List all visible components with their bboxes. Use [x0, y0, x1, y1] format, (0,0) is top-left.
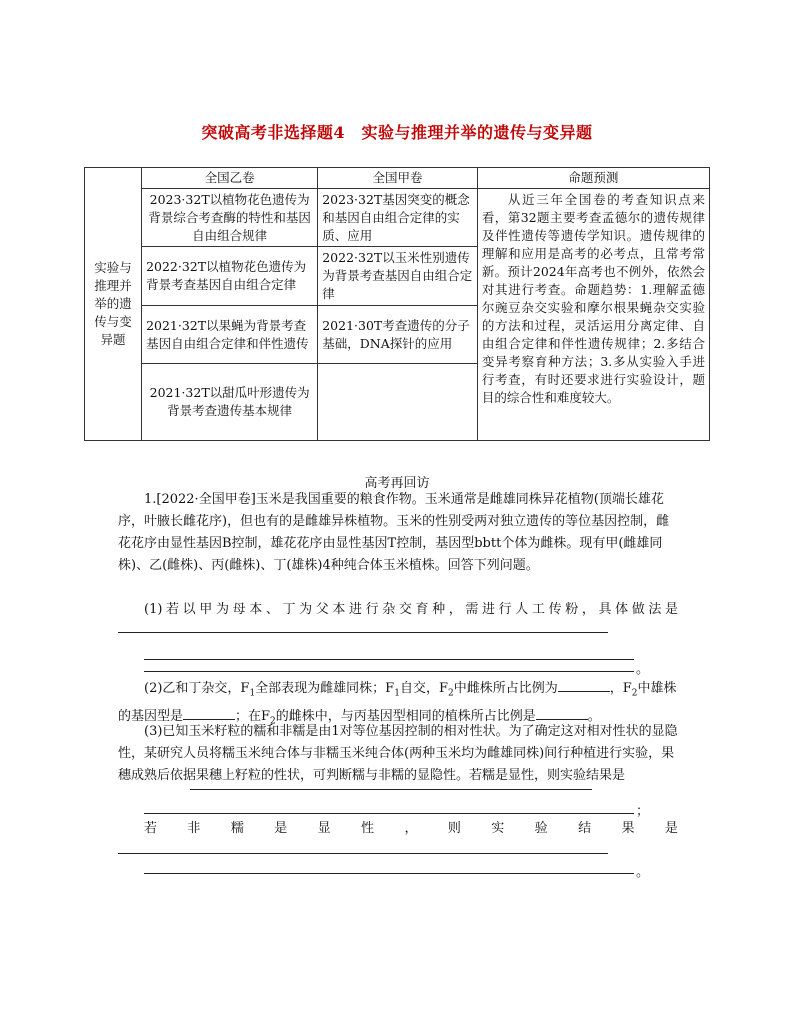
yi-cell: 2023·32T以植物花色遗传为背景综合考查酶的特性和基因自由组合规律: [142, 189, 318, 247]
row-label-cell: [85, 168, 142, 441]
answer-line[interactable]: [118, 853, 608, 854]
row-label: 实验与推理并举的遗传与变异题: [94, 260, 132, 347]
char: 果: [621, 821, 635, 836]
char: 结: [578, 821, 592, 836]
q3-justified-line: [144, 817, 678, 836]
answer-line[interactable]: [144, 671, 634, 672]
char: 验: [534, 821, 548, 836]
yi-cell: 2021·32T以甜瓜叶形遗传为背景考查遗传基本规律: [142, 364, 318, 441]
period-mark: 。: [636, 865, 650, 880]
answer-line[interactable]: [144, 659, 634, 660]
subscript: 2: [631, 688, 638, 699]
answer-line[interactable]: [144, 873, 634, 874]
yi-cell: 2021·32T以果蝇为背景考查基因自由组合定律和伴性遗传: [142, 306, 318, 364]
blank-male-genotype[interactable]: [183, 705, 235, 720]
char: 是: [664, 821, 678, 836]
jia-cell: 2021·30T考查遗传的分子基础，DNA探针的应用: [318, 306, 478, 364]
section-title: 高考再回访: [364, 476, 430, 491]
question-1: [118, 599, 678, 621]
char: 显: [317, 821, 331, 836]
char: 则: [447, 821, 461, 836]
char: 糯: [230, 821, 244, 836]
q2-part: 中雌株所占比例为: [453, 681, 558, 696]
q2-part: 全部表现为雌雄同株；F: [255, 681, 395, 696]
exam-analysis-table: [84, 167, 710, 441]
yi-cell: 2022·32T以植物花色遗传为背景考查基因自由组合定律: [142, 247, 318, 306]
q1-text: (1)若以甲为母本、丁为父本进行杂交育种，需进行人工传粉，具体做法是: [144, 602, 678, 617]
q2-part: (2)乙和丁杂交，F: [144, 681, 250, 696]
char: ，: [404, 821, 418, 836]
period-mark: 。: [636, 662, 650, 677]
q2-part: 的雌株中，与丙基因型相同的植株所占比例是: [275, 708, 536, 724]
table-header-row: [85, 168, 710, 189]
header-yi: 全国乙卷: [142, 168, 318, 189]
answer-line[interactable]: [144, 813, 634, 814]
jia-cell: 2023·32T基因突变的概念和基因自由组合定律的实质、应用: [318, 189, 478, 247]
char: 非: [187, 821, 201, 836]
period-mark: 。: [587, 708, 601, 724]
jia-cell: 2022·32T以玉米性别遗传为背景考查基因自由组合定律: [318, 247, 478, 306]
subscript: 2: [447, 688, 454, 699]
q3-text: (3)已知玉米籽粒的糯和非糯是由1对等位基因控制的相对性状。为了确定这对相对性状的显隐性，某研究人员将糯玉米纯合体与非糯玉米纯合体(两种玉米均为雌雄同株)间行种植进行实验，果穗成熟后依据果穗上籽粒的性状，可判断糯与非糯的显隐性。若糯是显性，则实验结果是: [118, 724, 678, 783]
empty-cell: [318, 364, 478, 441]
blank-female-ratio[interactable]: [558, 677, 610, 692]
q2-part: ，F: [609, 681, 632, 696]
semicolon-mark: ；: [636, 804, 650, 819]
stem-text: 1.[2022·全国甲卷]玉米是我国重要的粮食作物。玉米通常是雌雄同株异花植物(顶端长雄花序，叶腋长雌花序)，但也有的是雌雄异株植物。玉米的性别受两对独立遗传的等位基因控制，雌花花序由显性基因B控制，雄花花序由显性基因T控制，基因型bbtt个体为雌株。现有甲(雌雄同株)、乙(雌株)、丙(雌株)、丁(雄株)4种纯合体玉米植株。回答下列问题。: [118, 492, 670, 573]
char: 性: [361, 821, 375, 836]
header-prediction: 命题预测: [477, 168, 709, 189]
subscript: 2: [270, 716, 276, 727]
q2-part: 中雄株的基因型是: [118, 681, 677, 724]
char: 是: [274, 821, 288, 836]
subscript: 1: [394, 688, 400, 699]
blank-same-genotype-ratio[interactable]: [536, 705, 588, 720]
q2-part: ；在F: [235, 708, 271, 724]
prediction-text: 从近三年全国卷的考查知识点来看，第32题主要考查孟德尔的遗传规律及伴性遗传等遗传学知识。遗传规律的理解和应用是高考的必考点，且常考常新。预计2024年高考也不例外，依然会对其进行考查。命题趋势：1.理解孟德尔豌豆杂交实验和摩尔根果蝇杂交实验的方法和过程，灵活运用分离定律、自由组合定律和伴性遗传规律；2.多结合变异考察育种方法；3.多从实验入手进行考查，有时还要求进行实验设计，题目的综合性和难度较大。: [481, 192, 705, 405]
prediction-cell: [477, 189, 709, 441]
question-3: [118, 721, 678, 787]
answer-line[interactable]: [190, 789, 592, 790]
char: 实: [491, 821, 505, 836]
answer-line[interactable]: [118, 632, 608, 633]
subscript: 1: [249, 688, 256, 699]
header-jia: 全国甲卷: [318, 168, 478, 189]
table-row: [85, 189, 710, 247]
page-title: 突破高考非选择题4 实验与推理并举的遗传与变异题: [201, 123, 593, 142]
question-stem: [118, 489, 678, 577]
char: 若: [144, 821, 158, 836]
q2-part: 自交，F: [399, 681, 448, 696]
